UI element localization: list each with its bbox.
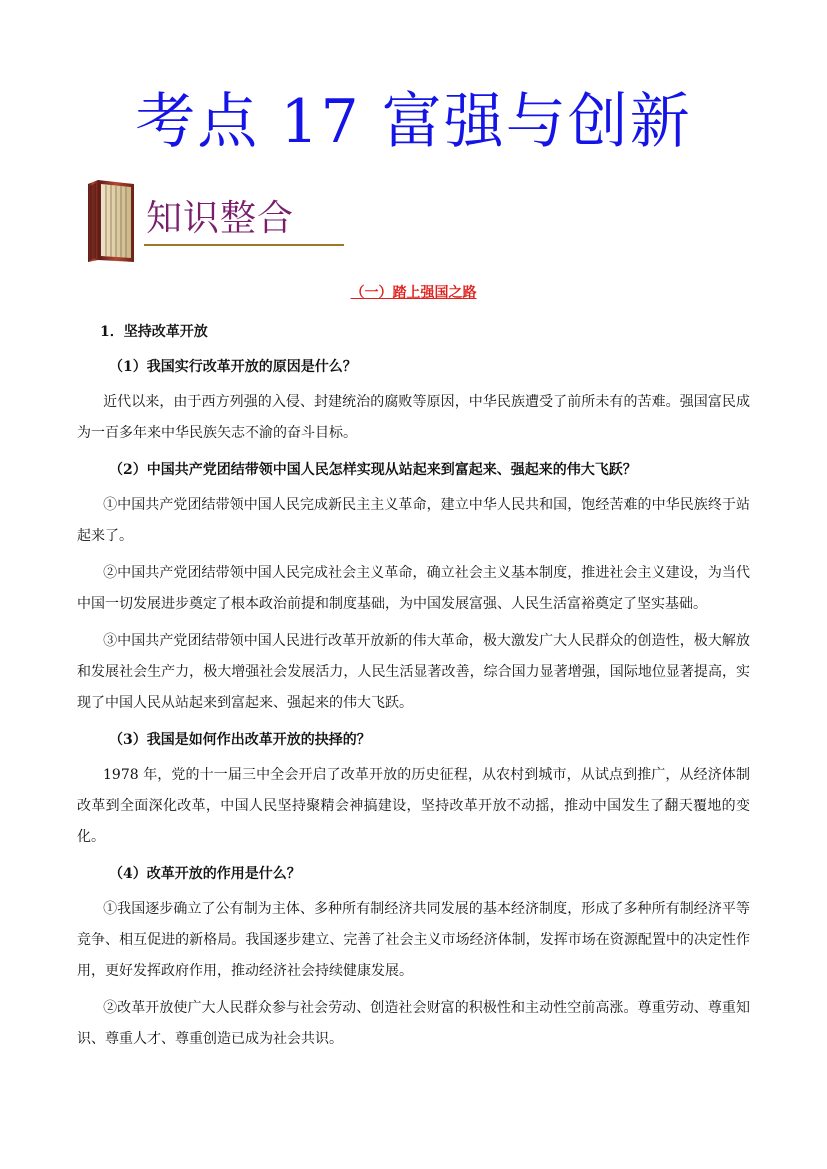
question-3: （3）我国是如何作出改革开放的抉择的？	[109, 732, 371, 748]
document-body	[77, 317, 750, 1061]
answer-4-point-2	[77, 993, 750, 1055]
knowledge-banner	[84, 178, 344, 268]
page-title: 考点 17 富强与创新	[135, 87, 692, 157]
banner-underline	[144, 244, 344, 246]
answer-1-text: 近代以来，由于西方列强的入侵、封建统治的腐败等原因，中华民族遭受了前所未有的苦难。强国富民成为一百多年来中华民族矢志不渝的奋斗目标。	[77, 394, 750, 441]
question-2: （2）中国共产党团结带领中国人民怎样实现从站起来到富起来、强起来的伟大飞跃？	[109, 462, 637, 478]
answer-2-point-1-text: ①中国共产党团结带领中国人民完成新民主主义革命，建立中华人民共和国，饱经苦难的中华民族终于站起来了。	[77, 497, 750, 544]
answer-3	[77, 760, 750, 853]
question-4: （4）改革开放的作用是什么？	[109, 866, 301, 882]
answer-2-point-2-text: ②中国共产党团结带领中国人民完成社会主义革命，确立社会主义基本制度，推进社会主义建设，为当代中国一切发展进步奠定了根本政治前提和制度基础，为中国发展富强、人民生活富裕奠定了坚实基础。	[77, 565, 750, 612]
answer-4-point-1	[77, 894, 750, 987]
answer-2-point-3-text: ③中国共产党团结带领中国人民进行改革开放新的伟大革命，极大激发广大人民群众的创造性，极大解放和发展社会生产力，极大增强社会发展活力，人民生活显著改善，综合国力显著增强，国际地位显著提高，实现了中国人民从站起来到富起来、强起来的伟大飞跃。	[77, 633, 750, 711]
banner-label: 知识整合	[146, 198, 295, 239]
answer-3-text: 1978 年，党的十一届三中全会开启了改革开放的历史征程，从农村到城市，从试点到推广，从经济体制改革到全面深化改革，中国人民坚持聚精会神搞建设，坚持改革开放不动摇，推动中国发生了翻天覆地的变化。	[77, 767, 750, 845]
answer-2-point-3	[77, 626, 750, 719]
answer-1	[77, 387, 750, 449]
answer-4-point-2-text: ②改革开放使广大人民群众参与社会劳动、创造社会财富的积极性和主动性空前高涨。尊重劳动、尊重知识、尊重人才、尊重创造已成为社会共识。	[77, 1000, 750, 1047]
answer-4-point-1-text: ①我国逐步确立了公有制为主体、多种所有制经济共同发展的基本经济制度，形成了多种所有制经济平等竞争、相互促进的新格局。我国逐步建立、完善了社会主义市场经济体制，发挥市场在资源配置中的决定性作用，更好发挥政府作用，推动经济社会持续健康发展。	[77, 901, 750, 979]
item-heading: 1．坚持改革开放	[100, 324, 208, 340]
answer-2-point-1	[77, 490, 750, 552]
answer-2-point-2	[77, 558, 750, 620]
book-icon	[84, 178, 140, 264]
question-1: （1）我国实行改革开放的原因是什么？	[109, 359, 357, 375]
section-heading: （一）踏上强国之路	[350, 285, 477, 301]
